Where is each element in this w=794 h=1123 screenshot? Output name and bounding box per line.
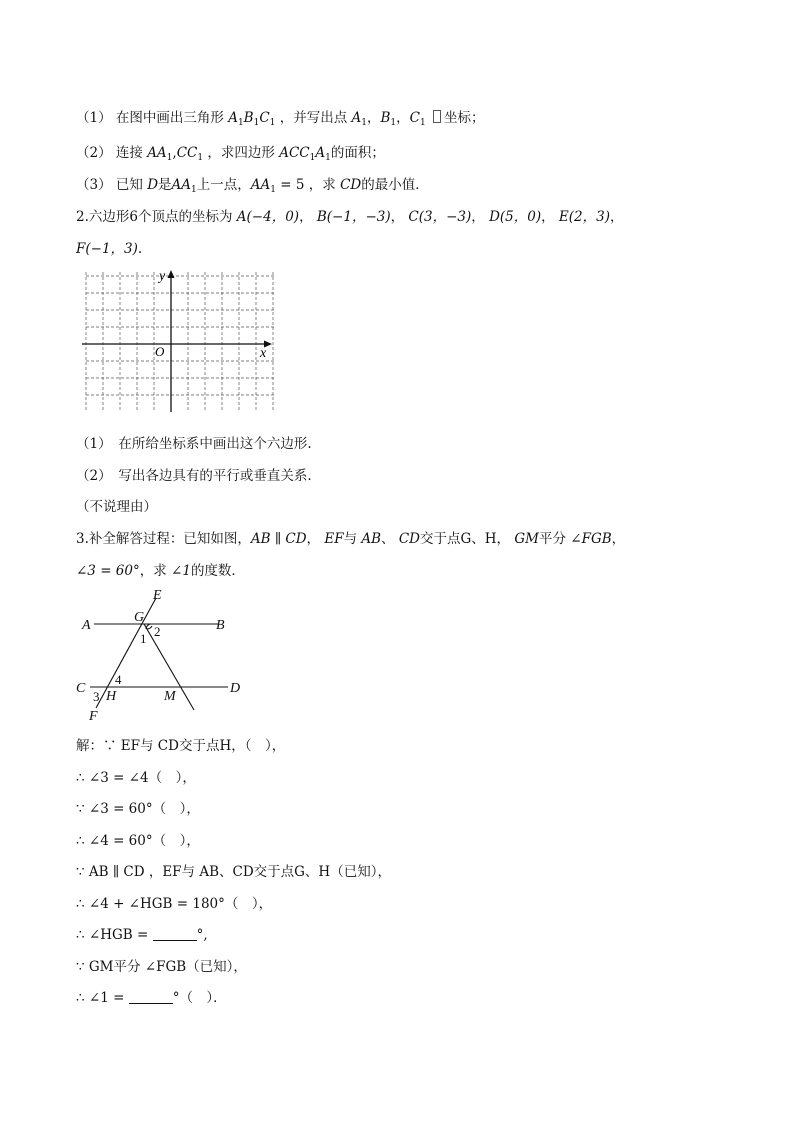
y-axis-arrow — [168, 270, 175, 278]
solution-line-7 — [76, 926, 208, 944]
stem-text: ∠1 — [171, 563, 191, 579]
part-text: 的面积； — [330, 145, 385, 161]
q1-part2: （2） 连接 $AA_1,CC_1$ ，求四边形 $ACC_1A_1$的面积； — [76, 145, 385, 163]
solution-line-2: ∴ ∠3 = ∠4（ ）， — [76, 770, 196, 786]
stem-text: ∠FGB — [570, 531, 612, 547]
q2-part2: （2） 写出各边具有的平行或垂直关系. — [76, 468, 312, 484]
origin-label: O — [155, 344, 165, 359]
solution-line-8: ∵ GM平分 ∠FGB（已知）， — [76, 959, 247, 975]
part-number: （2） — [76, 145, 112, 161]
part-text: 是 — [158, 177, 172, 193]
stem-text: AB ∥ CD — [250, 531, 307, 547]
stem-text: 交于点G、H， — [420, 531, 511, 547]
label-e: E — [153, 588, 162, 603]
label-b: B — [216, 618, 225, 633]
angle-label-3: 3 — [93, 689, 100, 704]
label-d: D — [230, 681, 241, 696]
q2-part1: （1） 在所给坐标系中画出这个六边形. — [76, 436, 312, 452]
coord-b: B(−1，−3) — [316, 209, 391, 225]
part-text: 上一点， — [196, 177, 251, 193]
part-number: （3） — [76, 177, 112, 193]
q2-part3: （不说理由） — [76, 499, 157, 515]
solution-text: °, — [196, 927, 208, 943]
coord-f: F(−1，3) — [76, 241, 138, 257]
stem-text: GM — [514, 531, 539, 547]
answer-blank-hgb[interactable] — [153, 927, 197, 941]
q3-stem-line2 — [76, 562, 245, 580]
parallel-lines-figure — [76, 586, 256, 726]
part-text: 连接 — [115, 145, 143, 161]
solution-text: °（ ）． — [172, 990, 227, 1006]
solution-line-1: 解：∵ EF与 CD交于点H，（ ）， — [76, 738, 286, 754]
stem-text: ，求 — [139, 563, 167, 579]
solution-text: ∴ ∠1 = — [76, 990, 129, 1006]
label-g: G — [134, 610, 145, 625]
coord-d: D(5，0) — [489, 209, 542, 225]
label-c: C — [76, 681, 86, 696]
q1-part1: （1） 在图中画出三角形 $A_1B_1C_1$ ，并写出点 $A_1$，$B_1$，$C_1$ 坐标； — [76, 110, 485, 128]
stem-text: 平分 — [538, 531, 566, 547]
label-a: A — [82, 618, 91, 633]
coord-c: C(3，−3) — [408, 209, 472, 225]
angle-arc-1 — [147, 626, 152, 629]
stem-text: 、 — [381, 531, 395, 547]
stem-text: 3.补全解答过程：已知如图， — [76, 531, 251, 547]
solution-line-9 — [76, 989, 227, 1007]
solution-line-6: ∴ ∠4 + ∠HGB = 180°（ ）， — [76, 896, 273, 912]
coordinate-grid — [80, 266, 280, 416]
coord-a: A(−4，0) — [236, 209, 300, 225]
stem-text: 的度数． — [190, 563, 245, 579]
x-axis-label: x — [260, 346, 267, 361]
part-text: 已知 — [115, 177, 143, 193]
stem-text: CD — [398, 531, 420, 547]
part-text: 在图中画出三角形 — [115, 110, 224, 126]
label-m: M — [164, 689, 176, 704]
part-number: （1） — [76, 110, 112, 126]
label-f: F — [89, 709, 98, 724]
label-h: H — [106, 689, 117, 704]
solution-line-4: ∴ ∠4 = 60°（ ）， — [76, 833, 200, 849]
part-text: = 5 — [280, 177, 305, 193]
part-text: 坐标； — [444, 110, 485, 126]
y-axis-label: y — [159, 269, 166, 284]
solution-line-3: ∵ ∠3 = 60°（ ）， — [76, 801, 200, 817]
part-text: ，求四边形 — [207, 145, 275, 161]
q3-stem — [76, 530, 625, 548]
stem-text: 与 — [343, 531, 358, 547]
stem-text: AB — [361, 531, 382, 547]
solution-text: ∴ ∠HGB = — [76, 927, 153, 943]
q1-part3: （3） 已知 D是$AA_1$上一点，$AA_1 = 5$ ，求 CD的最小值． — [76, 177, 429, 195]
part-text: ，并写出点 — [279, 110, 348, 126]
stem-text: ， — [306, 531, 321, 547]
grid-lines — [86, 272, 274, 410]
q2-stem-line2: F(−1，3). — [76, 241, 143, 257]
solution-line-5: ∵ AB ∥ CD ，EF与 AB、CD交于点G、H（已知）， — [76, 864, 391, 880]
stem-text: EF — [324, 531, 344, 547]
coord-e: E(2，3) — [558, 209, 610, 225]
part-text: 的最小值． — [361, 177, 429, 193]
part-text: ，求 — [308, 177, 336, 193]
angle-label-2: 2 — [154, 624, 161, 639]
angle-label-1: 1 — [140, 631, 147, 646]
missing-glyph-box — [433, 110, 441, 123]
q2-stem: 2.六边形6个顶点的坐标为 A(−4，0)， B(−1，−3)， C(3，−3)， D(5，0)， E(2，3)， — [76, 209, 624, 225]
angle-label-4: 4 — [115, 672, 122, 687]
answer-blank-angle1[interactable] — [129, 990, 173, 1004]
stem-text: ∠3 = 60° — [76, 563, 140, 579]
line-ef — [96, 598, 156, 708]
stem-text: ， — [611, 531, 626, 547]
stem-text: 2.六边形6个顶点的坐标为 — [76, 209, 233, 225]
